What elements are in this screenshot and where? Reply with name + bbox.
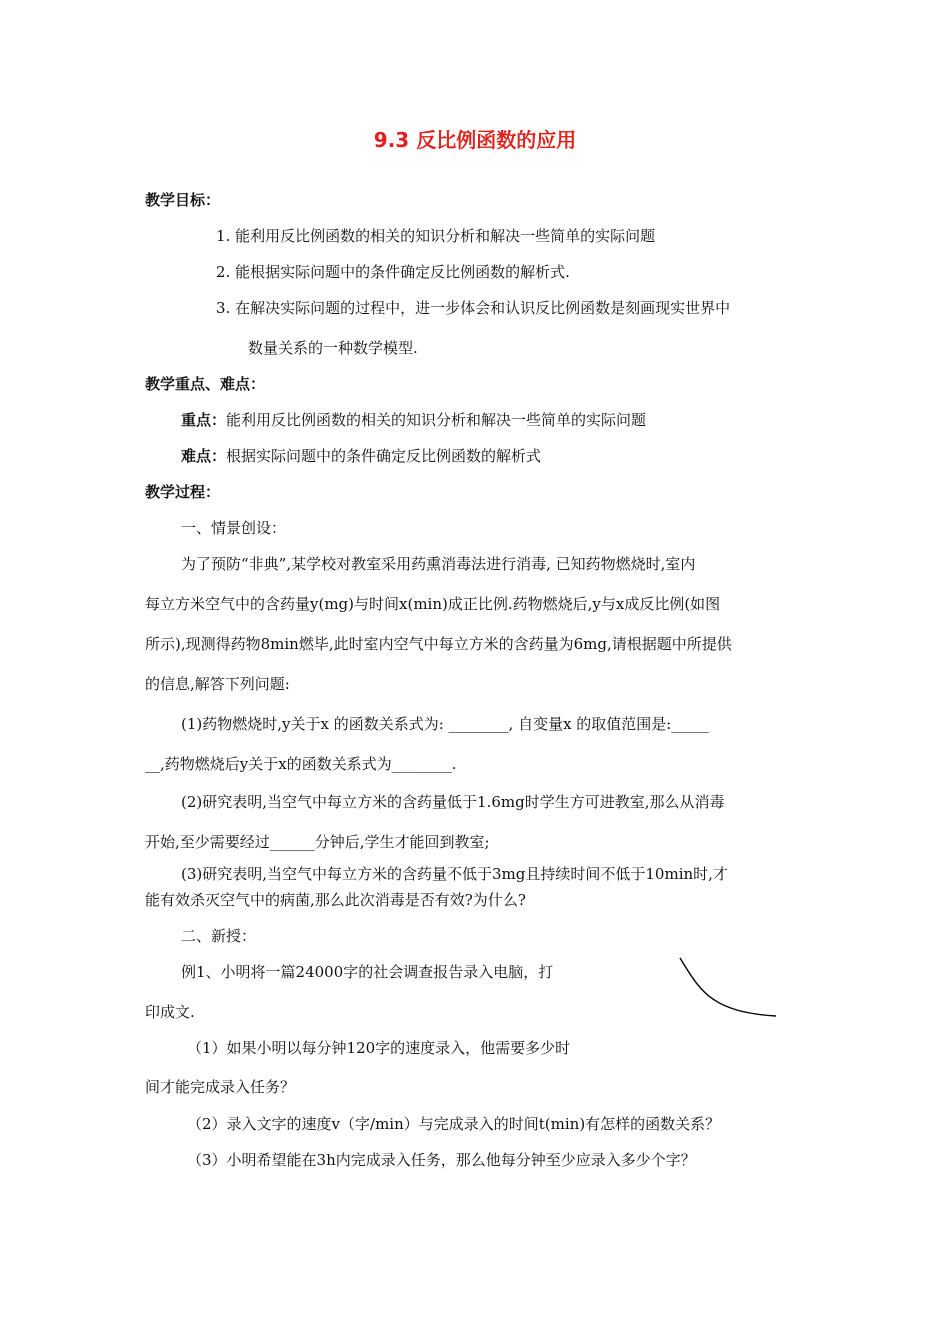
example-line: 例1、小明将一篇24000字的社会调查报告录入电脑，打 — [181, 963, 554, 981]
objective-item: 2. 能根据实际问题中的条件确定反比例函数的解析式. — [216, 263, 570, 281]
objective-item: 3. 在解决实际问题的过程中，进一步体会和认识反比例函数是刻画现实世界中 — [216, 299, 731, 317]
key-point-text: 能利用反比例函数的相关的知识分析和解决一些简单的实际问题 — [226, 411, 647, 429]
example-question-line: （1）如果小明以每分钟120字的速度录入，他需要多少时 — [187, 1039, 571, 1057]
paragraph-line: 为了预防“非典”,某学校对教室采用药熏消毒法进行消毒, 已知药物燃烧时,室内 — [181, 555, 696, 573]
paragraph-line: 的信息,解答下列问题: — [145, 675, 290, 693]
key-point-line — [181, 410, 646, 430]
section1-title: 一、情景创设： — [181, 519, 287, 537]
process-heading: 教学过程： — [145, 483, 221, 501]
example-question-line: 间才能完成录入任务？ — [145, 1078, 296, 1096]
paragraph-line: 每立方米空气中的含药量y(mg)与时间x(min)成正比例.药物燃烧后,y与x成反比例(如图 — [145, 595, 721, 613]
difficult-point-text: 根据实际问题中的条件确定反比例函数的解析式 — [226, 447, 542, 465]
key-point-label: 重点： — [181, 411, 227, 429]
inverse-proportion-curve — [670, 950, 790, 1030]
difficult-point-line — [181, 446, 541, 466]
example-question-line: （2）录入文字的速度v（字/min）与完成录入的时间t(min)有怎样的函数关系？ — [187, 1115, 721, 1133]
difficult-point-label: 难点： — [181, 447, 227, 465]
key-points-heading: 教学重点、难点： — [145, 375, 266, 393]
question-line: 开始,至少需要经过______分钟后,学生才能回到教室; — [145, 833, 490, 851]
section2-title: 二、新授： — [181, 927, 257, 945]
question-line: __,药物燃烧后y关于x的函数关系式为________. — [145, 755, 457, 773]
question-line: (1)药物燃烧时,y关于x 的函数关系式为: ________, 自变量x 的取值范围是:_____ — [181, 715, 709, 733]
objectives-heading: 教学目标： — [145, 191, 221, 209]
paragraph-line: 所示),现测得药物8min燃毕,此时室内空气中每立方米的含药量为6mg,请根据题中所提供 — [145, 635, 732, 653]
question-line: (3)研究表明,当空气中每立方米的含药量不低于3mg且持续时间不低于10min时,才 — [181, 865, 728, 883]
question-line: 能有效杀灭空气中的病菌,那么此次消毒是否有效?为什么? — [145, 891, 526, 909]
example-question-line: （3）小明希望能在3h内完成录入任务，那么他每分钟至少应录入多少个字？ — [187, 1151, 696, 1169]
question-line: (2)研究表明,当空气中每立方米的含药量低于1.6mg时学生方可进教室,那么从消毒 — [181, 793, 725, 811]
objective-item: 数量关系的一种数学模型. — [248, 339, 418, 357]
page-title: 9.3 反比例函数的应用 — [373, 128, 577, 152]
example-line: 印成文. — [145, 1003, 195, 1021]
objective-item: 1. 能利用反比例函数的相关的知识分析和解决一些简单的实际问题 — [216, 227, 656, 245]
